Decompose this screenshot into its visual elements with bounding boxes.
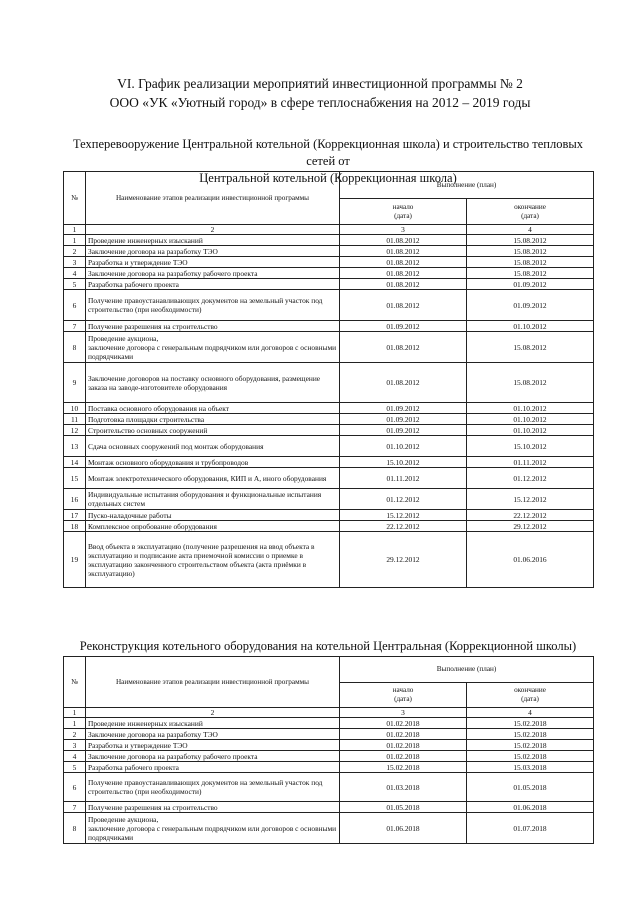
header-start [340, 199, 467, 225]
end-date: 01.09.2012 [467, 290, 594, 321]
header-start [340, 683, 467, 708]
stage-name: Комплексное опробование оборудования [86, 521, 340, 532]
column-index-3: 3 [340, 225, 467, 235]
start-date: 01.08.2012 [340, 235, 467, 246]
row-number: 2 [64, 246, 86, 257]
start-date: 01.09.2012 [340, 321, 467, 332]
row-number: 14 [64, 457, 86, 468]
header-end-unit: (дата) [521, 695, 539, 703]
start-date: 01.06.2018 [340, 813, 467, 844]
end-date: 01.11.2012 [467, 457, 594, 468]
row-number: 9 [64, 363, 86, 403]
start-date: 01.09.2012 [340, 403, 467, 414]
start-date: 15.02.2018 [340, 762, 467, 773]
stage-name: Получение правоустанавливающих документов на земельный участок под строительство (при необходимости) [86, 773, 340, 802]
stage-name: Индивидуальные испытания оборудования и функциональные испытания отдельных систем [86, 489, 340, 510]
table-row [64, 532, 594, 588]
start-date: 01.11.2012 [340, 468, 467, 489]
section2-heading [58, 638, 598, 655]
stage-name: Заключение договора на разработку рабочего проекта [86, 268, 340, 279]
table-row [64, 813, 594, 844]
row-number: 5 [64, 762, 86, 773]
table-row [64, 363, 594, 403]
document-title [0, 74, 640, 112]
header-execution: Выполнение (план) [340, 657, 594, 683]
start-date: 01.08.2012 [340, 332, 467, 363]
row-number: 6 [64, 290, 86, 321]
row-number: 12 [64, 425, 86, 436]
start-date: 01.02.2018 [340, 729, 467, 740]
end-date: 01.10.2012 [467, 321, 594, 332]
column-index-row [64, 225, 594, 235]
start-date: 01.05.2018 [340, 802, 467, 813]
stage-name: Разработка рабочего проекта [86, 279, 340, 290]
table-row [64, 268, 594, 279]
end-date: 15.08.2012 [467, 332, 594, 363]
header-end-unit: (дата) [521, 211, 539, 220]
header-start-label: начало [392, 686, 414, 694]
table-row [64, 436, 594, 457]
table-row [64, 751, 594, 762]
header-row [64, 172, 594, 199]
row-number: 11 [64, 414, 86, 425]
row-number: 1 [64, 718, 86, 729]
start-date: 01.09.2012 [340, 425, 467, 436]
title-line-2: ООО «УК «Уютный город» в сфере теплоснабжения на 2012 – 2019 годы [109, 95, 531, 110]
start-date: 01.09.2012 [340, 414, 467, 425]
end-date: 01.05.2018 [467, 773, 594, 802]
column-index-1: 1 [64, 225, 86, 235]
schedule-table-2 [63, 656, 594, 844]
header-start-label: начало [392, 202, 414, 211]
table-row [64, 290, 594, 321]
table-row [64, 468, 594, 489]
row-number: 1 [64, 235, 86, 246]
table-row [64, 425, 594, 436]
row-number: 6 [64, 773, 86, 802]
stage-name: Получение разрешения на строительство [86, 802, 340, 813]
end-date: 29.12.2012 [467, 521, 594, 532]
table-row [64, 510, 594, 521]
stage-name: Сдача основных сооружений под монтаж оборудования [86, 436, 340, 457]
start-date: 01.02.2018 [340, 718, 467, 729]
start-date: 22.12.2012 [340, 521, 467, 532]
end-date: 01.06.2016 [467, 532, 594, 588]
title-line-1: VI. График реализации мероприятий инвестиционной программы № 2 [117, 76, 523, 91]
header-end-label: окончание [514, 202, 546, 211]
table-row [64, 802, 594, 813]
stage-name: Проведение аукциона, заключение договора с генеральным подрядчиком или договоров с основными подрядчиками [86, 813, 340, 844]
stage-name: Подготовка площадки строительства [86, 414, 340, 425]
stage-name: Ввод объекта в эксплуатацию (получение разрешения на ввод объекта в эксплуатацию и подписание акта приемочной комиссии о приемке в эксплуатацию законченного строительством объекта (акта приёмки в эксплуатацию) [86, 532, 340, 588]
header-row [64, 657, 594, 683]
end-date: 01.10.2012 [467, 425, 594, 436]
table-row [64, 740, 594, 751]
row-number: 8 [64, 332, 86, 363]
end-date: 01.09.2012 [467, 279, 594, 290]
row-number: 10 [64, 403, 86, 414]
stage-name: Проведение инженерных изысканий [86, 235, 340, 246]
column-index-row [64, 708, 594, 718]
start-date: 01.08.2012 [340, 257, 467, 268]
stage-name: Разработка и утверждение ТЭО [86, 257, 340, 268]
table-row [64, 489, 594, 510]
stage-name: Пуско-наладочные работы [86, 510, 340, 521]
row-number: 15 [64, 468, 86, 489]
stage-name: Заключение договора на разработку ТЭО [86, 246, 340, 257]
row-number: 3 [64, 740, 86, 751]
header-start-unit: (дата) [394, 695, 412, 703]
end-date: 15.03.2018 [467, 762, 594, 773]
row-number: 17 [64, 510, 86, 521]
stage-name: Проведение аукциона, заключение договора с генеральным подрядчиком или договоров с основными подрядчиками [86, 332, 340, 363]
end-date: 15.02.2018 [467, 718, 594, 729]
end-date: 22.12.2012 [467, 510, 594, 521]
header-execution: Выполнение (план) [340, 172, 594, 199]
table-row [64, 414, 594, 425]
section1-heading-line-2: Центральной котельной (Коррекционная школа) [199, 171, 457, 185]
end-date: 15.12.2012 [467, 489, 594, 510]
header-name: Наименование этапов реализации инвестиционной программы [86, 657, 340, 708]
table-row [64, 762, 594, 773]
table-row [64, 521, 594, 532]
start-date: 01.08.2012 [340, 246, 467, 257]
header-num: № [64, 172, 86, 225]
table-row [64, 729, 594, 740]
start-date: 29.12.2012 [340, 532, 467, 588]
row-number: 4 [64, 268, 86, 279]
header-name: Наименование этапов реализации инвестиционной программы [86, 172, 340, 225]
table-row [64, 235, 594, 246]
end-date: 01.07.2018 [467, 813, 594, 844]
row-number: 5 [64, 279, 86, 290]
row-number: 4 [64, 751, 86, 762]
row-number: 18 [64, 521, 86, 532]
row-number: 3 [64, 257, 86, 268]
table-row [64, 321, 594, 332]
stage-name: Получение правоустанавливающих документов на земельный участок под строительство (при необходимости) [86, 290, 340, 321]
end-date: 15.02.2018 [467, 729, 594, 740]
schedule-table-1 [63, 171, 594, 588]
stage-name: Разработка и утверждение ТЭО [86, 740, 340, 751]
stage-name: Разработка рабочего проекта [86, 762, 340, 773]
start-date: 01.12.2012 [340, 489, 467, 510]
stage-name: Проведение инженерных изысканий [86, 718, 340, 729]
end-date: 15.08.2012 [467, 257, 594, 268]
column-index-4: 4 [467, 708, 594, 718]
start-date: 01.03.2018 [340, 773, 467, 802]
stage-name: Заключение договора на разработку ТЭО [86, 729, 340, 740]
table-row [64, 257, 594, 268]
stage-name: Монтаж основного оборудования и трубопроводов [86, 457, 340, 468]
end-date: 01.10.2012 [467, 403, 594, 414]
stage-name: Строительство основных сооружений [86, 425, 340, 436]
table-row [64, 718, 594, 729]
table-row [64, 246, 594, 257]
table-row [64, 773, 594, 802]
table-row [64, 403, 594, 414]
header-end-label: окончание [514, 686, 546, 694]
table-row [64, 279, 594, 290]
stage-name: Заключение договора на разработку рабочего проекта [86, 751, 340, 762]
table-row [64, 332, 594, 363]
column-index-2: 2 [86, 708, 340, 718]
section2-heading-line: Реконструкция котельного оборудования на котельной Центральная (Коррекционной школы) [79, 639, 577, 653]
header-start-unit: (дата) [394, 211, 412, 220]
start-date: 01.10.2012 [340, 436, 467, 457]
row-number: 7 [64, 321, 86, 332]
start-date: 01.08.2012 [340, 279, 467, 290]
column-index-2: 2 [86, 225, 340, 235]
end-date: 15.08.2012 [467, 268, 594, 279]
row-number: 8 [64, 813, 86, 844]
end-date: 01.10.2012 [467, 414, 594, 425]
stage-name: Заключение договоров на поставку основного оборудования, размещение заказа на заводе-изготовителе оборудования [86, 363, 340, 403]
end-date: 01.12.2012 [467, 468, 594, 489]
row-number: 19 [64, 532, 86, 588]
row-number: 7 [64, 802, 86, 813]
start-date: 01.08.2012 [340, 268, 467, 279]
end-date: 01.06.2018 [467, 802, 594, 813]
table-row [64, 457, 594, 468]
stage-name: Монтаж электротехнического оборудования, КИП и А, иного оборудования [86, 468, 340, 489]
stage-name: Поставка основного оборудования на объект [86, 403, 340, 414]
column-index-3: 3 [340, 708, 467, 718]
row-number: 16 [64, 489, 86, 510]
start-date: 01.08.2012 [340, 363, 467, 403]
start-date: 01.08.2012 [340, 290, 467, 321]
start-date: 15.10.2012 [340, 457, 467, 468]
start-date: 01.02.2018 [340, 740, 467, 751]
column-index-1: 1 [64, 708, 86, 718]
end-date: 15.10.2012 [467, 436, 594, 457]
end-date: 15.08.2012 [467, 363, 594, 403]
section1-heading-line-1: Техперевооружение Центральной котельной (Коррекционная школа) и строительство тепловых сетей от [72, 137, 584, 168]
column-index-4: 4 [467, 225, 594, 235]
header-num: № [64, 657, 86, 708]
start-date: 15.12.2012 [340, 510, 467, 521]
header-end [467, 199, 594, 225]
end-date: 15.08.2012 [467, 235, 594, 246]
start-date: 01.02.2018 [340, 751, 467, 762]
end-date: 15.02.2018 [467, 751, 594, 762]
header-end [467, 683, 594, 708]
stage-name: Получение разрешения на строительство [86, 321, 340, 332]
end-date: 15.08.2012 [467, 246, 594, 257]
row-number: 2 [64, 729, 86, 740]
end-date: 15.02.2018 [467, 740, 594, 751]
row-number: 13 [64, 436, 86, 457]
